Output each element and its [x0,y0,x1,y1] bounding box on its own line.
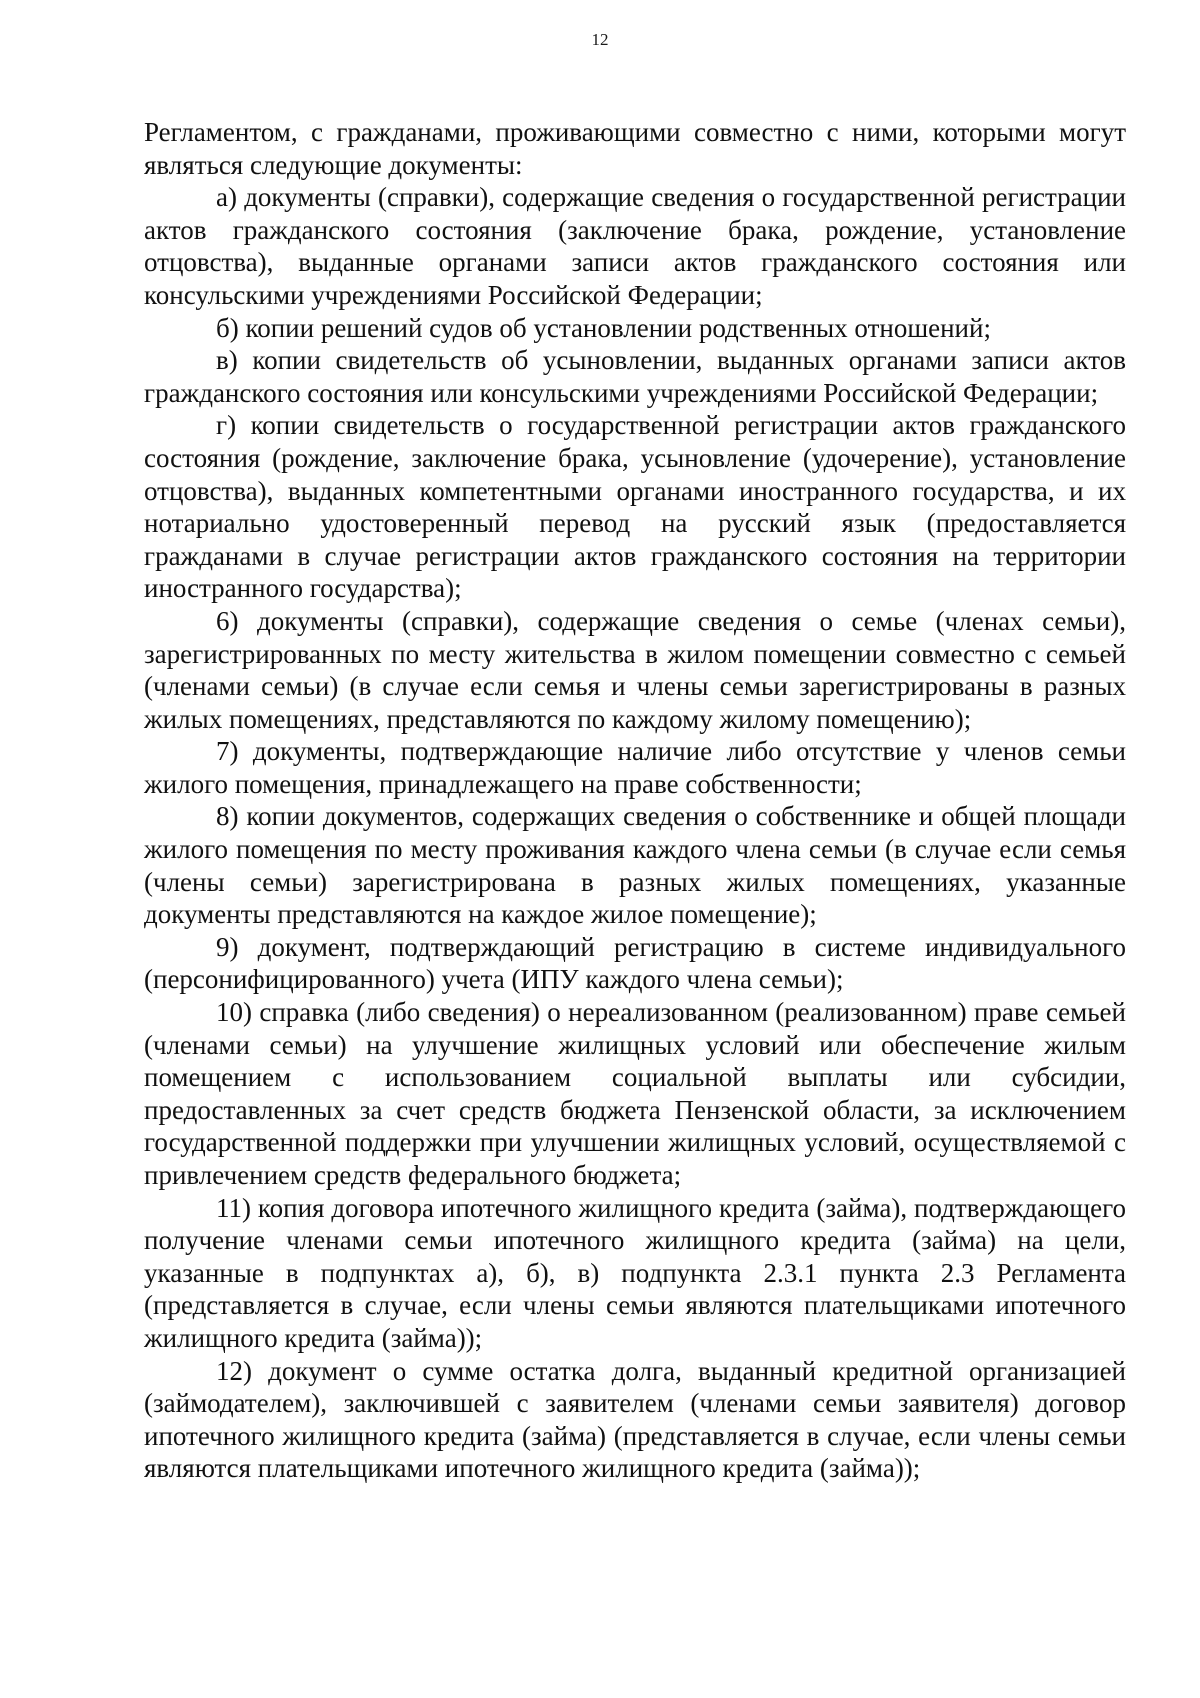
paragraph-item-11: 11) копия договора ипотечного жилищного кредита (займа), подтверждающего получение членами семьи ипотечного жилищного кредита (займа) на цели, указанные в подпунктах а), б), в) подпункта 2.3.1 пункта 2.3 Регламента (представляется в случае, если члены семьи являются плательщиками ипотечного жилищного кредита (займа)); [144,1192,1126,1353]
paragraph-item-6: 6) документы (справки), содержащие сведения о семье (членах семьи), зарегистрированных по месту жительства в жилом помещении совместно с семьей (членами семьи) (в случае если семья и члены семьи зарегистрированы в разных жилых помещениях, представляются по каждому жилому помещению); [144,605,1126,734]
body-text [144,116,1126,1485]
page-number: 12 [591,30,609,49]
paragraph-item-a: а) документы (справки), содержащие сведения о государственной регистрации актов гражданского состояния (заключение брака, рождение, установление отцовства), выданные органами записи актов гражданского состояния или консульскими учреждениями Российской Федерации; [144,182,1126,310]
paragraph-item-10: 10) справка (либо сведения) о нереализованном (реализованном) праве семьей (членами семьи) на улучшение жилищных условий или обеспечение жилым помещением с использованием социальной выплаты или субсидии, предоставленных за счет средств бюджета Пензенской области, за исключением государственной поддержки при улучшении жилищных условий, осуществляемой с привлечением средств федерального бюджета; [144,997,1126,1190]
paragraph-item-g: г) копии свидетельств о государственной регистрации актов гражданского состояния (рождение, заключение брака, усыновление (удочерение), установление отцовства), выданных компетентными органами иностранного государства, и их нотариально удостоверенный перевод на русский язык (предоставляется гражданами в случае регистрации актов гражданского состояния на территории иностранного государства); [144,410,1126,604]
paragraph-item-9: 9) документ, подтверждающий регистрацию в системе индивидуального (персонифицированного) учета (ИПУ каждого члена семьи); [144,931,1126,995]
paragraph-item-b: б) копии решений судов об установлении родственных отношений; [216,312,991,343]
paragraph-item-v: в) копии свидетельств об усыновлении, выданных органами записи актов гражданского состояния или консульскими учреждениями Российской Федерации; [144,345,1126,408]
paragraph-item-7: 7) документы, подтверждающие наличие либо отсутствие у членов семьи жилого помещения, принадлежащего на праве собственности; [144,736,1126,799]
paragraph-intro: Регламентом, с гражданами, проживающими совместно с ними, которыми могут являться следующие документы: [144,117,1126,180]
paragraph-item-8: 8) копии документов, содержащих сведения о собственнике и общей площади жилого помещения по месту проживания каждого члена семьи (в случае если семья (члены семьи) зарегистрирована в разных жилых помещениях, указанные документы представляются на каждое жилое помещение); [144,801,1126,930]
paragraph-item-12: 12) документ о сумме остатка долга, выданный кредитной организацией (займодателем), заключившей с заявителем (членами семьи заявителя) договор ипотечного жилищного кредита (займа) (представляется в случае, если члены семьи являются плательщиками ипотечного жилищного кредита (займа)); [144,1355,1126,1484]
